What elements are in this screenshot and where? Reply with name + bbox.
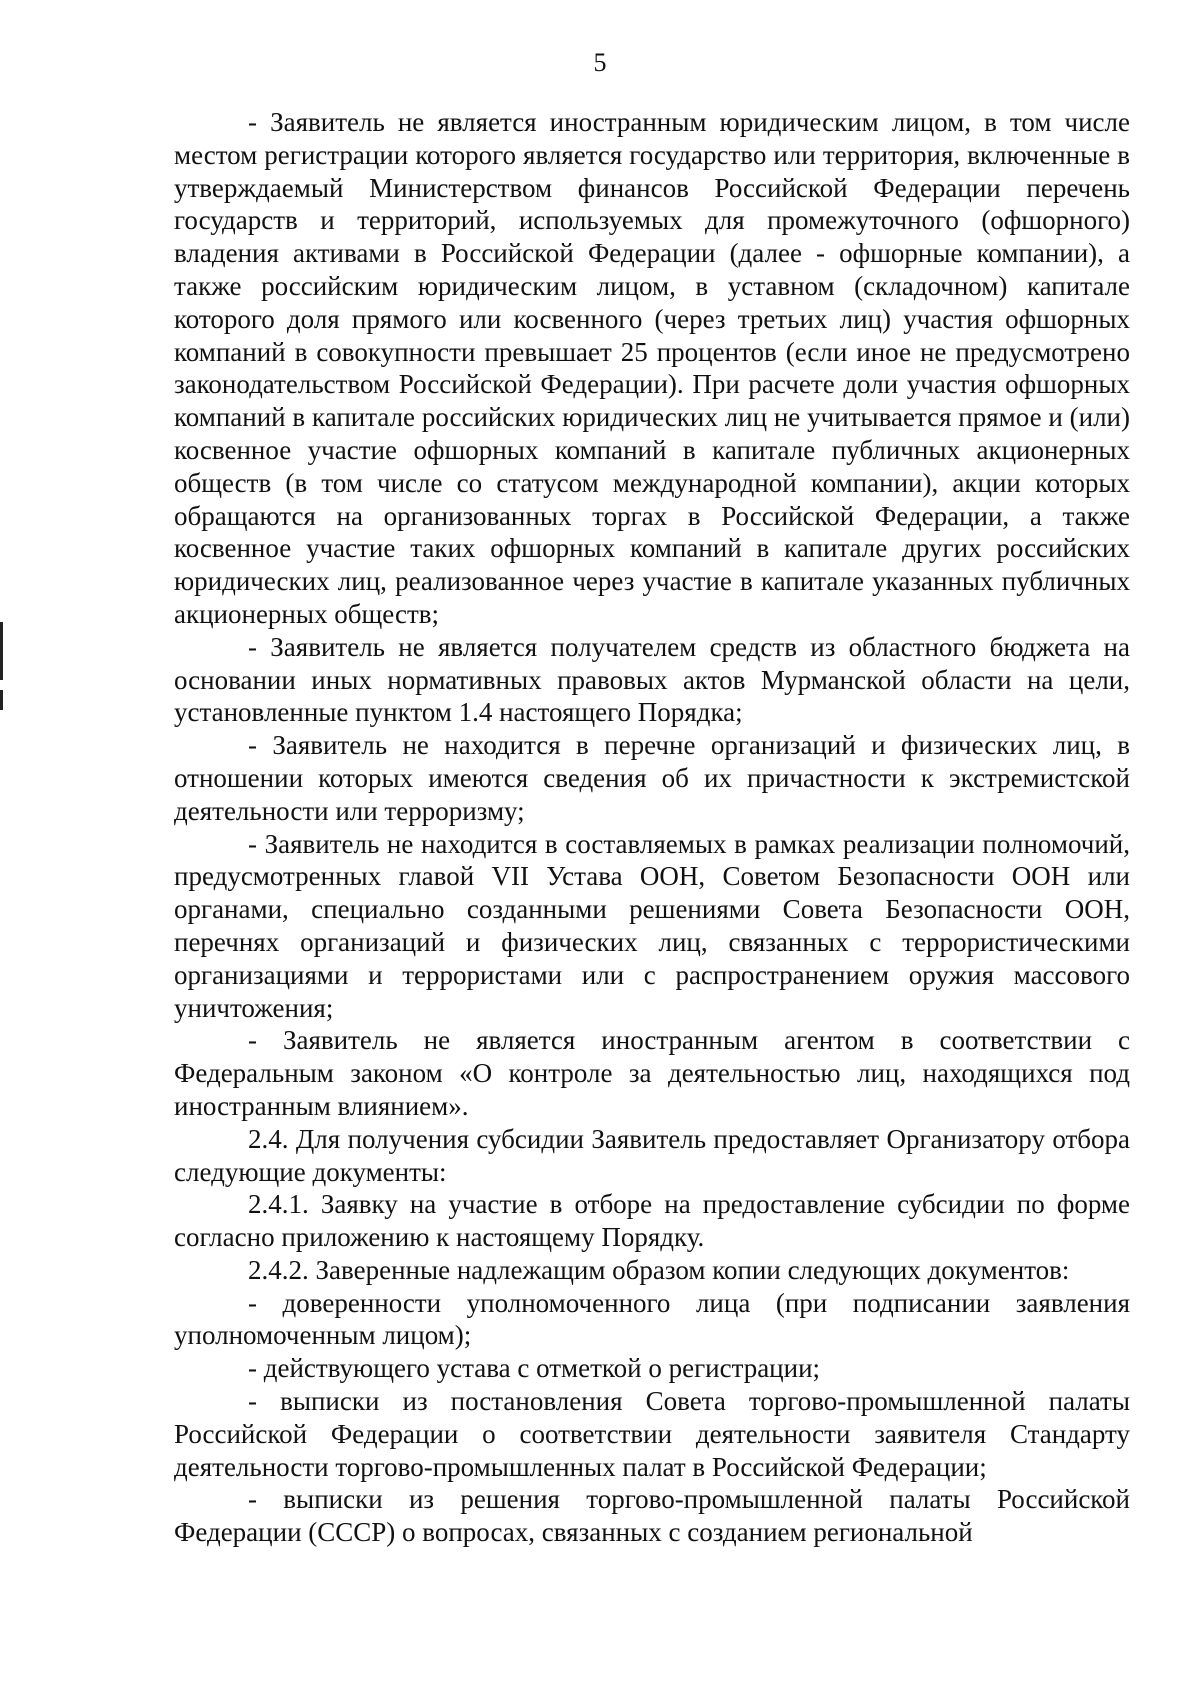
list-item-chamber-decision: - выписки из решения торгово-промышленной палаты Российской Федерации (СССР) о вопросах, связанных с созданием региональной [174, 1484, 1130, 1548]
paragraph-2-4-2: 2.4.2. Заверенные надлежащим образом копии следующих документов: [248, 1254, 1070, 1285]
paragraph-foreign-agent-condition: - Заявитель не является иностранным агентом в соответствии с Федеральным законом «О контроле за деятельностью лиц, находящихся под иностранным влиянием». [174, 1025, 1130, 1121]
page-number: 5 [593, 48, 607, 77]
document-body [174, 106, 1130, 1549]
margin-mark [0, 622, 3, 680]
paragraph-offshore-condition: - Заявитель не является иностранным юридическим лицом, в том числе местом регистрации которого является государство или территория, включенные в утверждаемый Министерством финансов Российской Федерации перечень государств и территорий, используемых для промежуточного (офшорного) владения активами в Российской Федерации (далее - офшорные компании), а также российским юридическим лицом, в уставном (складочном) капитале которого доля прямого или косвенного (через третьих лиц) участия офшорных компаний в совокупности превышает 25 процентов (если иное не предусмотрено законодательством Российской Федерации). При расчете доли участия офшорных компаний в капитале российских юридических лиц не учитывается прямое и (или) косвенное участие офшорных компаний в капитале публичных акционерных обществ (в том числе со статусом международной компании), акции которых обращаются на организованных торгах в Российской Федерации, а также косвенное участие таких офшорных компаний в капитале других российских юридических лиц, реализованное через участие в капитале указанных публичных акционерных обществ; [174, 107, 1130, 629]
paragraph-extremism-condition: - Заявитель не находится в перечне организаций и физических лиц, в отношении которых имеются сведения об их причастности к экстремистской деятельности или терроризму; [174, 730, 1130, 826]
paragraph-un-condition: - Заявитель не находится в составляемых в рамках реализации полномочий, предусмотренных главой VII Устава ООН, Советом Безопасности ООН или органами, специально созданными решениями Совета Безопасности ООН, перечнях организаций и физических лиц, связанных с террористическими организациями и террористами или с распространением оружия массового уничтожения; [174, 828, 1130, 1023]
paragraph-budget-condition: - Заявитель не является получателем средств из областного бюджета на основании иных нормативных правовых актов Мурманской области на цели, установленные пунктом 1.4 настоящего Порядка; [174, 631, 1130, 728]
paragraph-2-4: 2.4. Для получения субсидии Заявитель предоставляет Организатору отбора следующие документы: [174, 1123, 1130, 1187]
list-item-charter: - действующего устава с отметкой о регистрации; [248, 1353, 821, 1384]
list-item-power-of-attorney: - доверенности уполномоченного лица (при подписании заявления уполномоченным лицом); [174, 1287, 1130, 1351]
list-item-council-resolution: - выписки из постановления Совета торгово-промышленной палаты Российской Федерации о соответствии деятельности заявителя Стандарту деятельности торгово-промышленных палат в Российской Федерации; [174, 1386, 1130, 1482]
paragraph-2-4-1: 2.4.1. Заявку на участие в отборе на предоставление субсидии по форме согласно приложению к настоящему Порядку. [174, 1189, 1130, 1253]
margin-mark [0, 690, 3, 710]
